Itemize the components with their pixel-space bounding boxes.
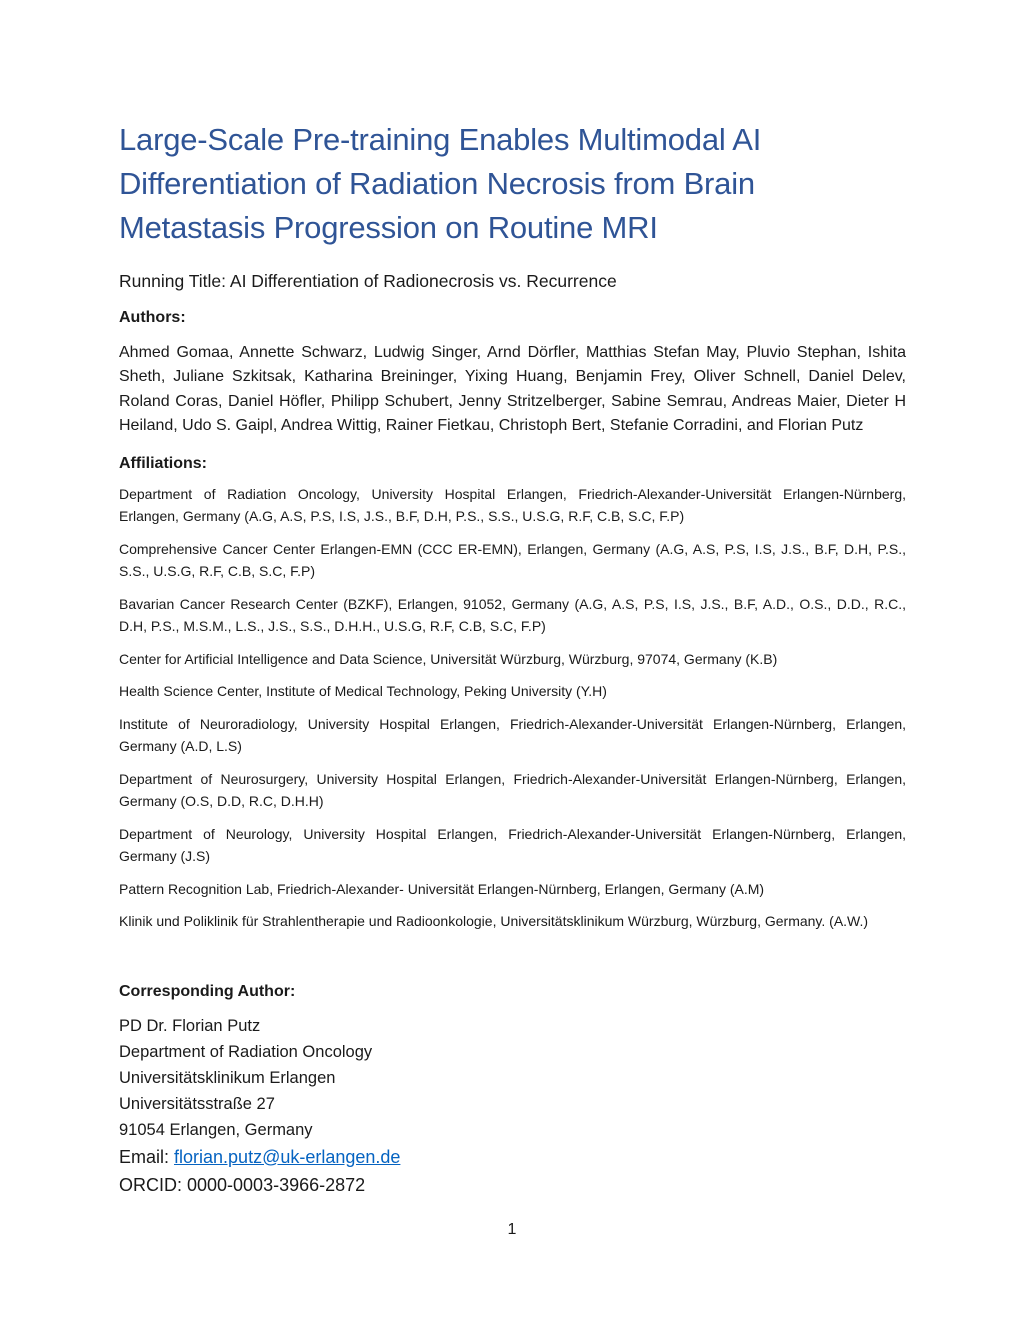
affiliation-item: Pattern Recognition Lab, Friedrich-Alexander- Universität Erlangen-Nürnberg, Erlangen, Germany (A.M) — [119, 880, 765, 897]
affiliation-item: Bavarian Cancer Research Center (BZKF), Erlangen, 91052, Germany (A.G, A.S, P.S, I.S, J.S., B.F, A.D., O.S., D.D., R.C., D.H, P.S., M.S.M., L.S., J.S., S.S., D.H.H., U.S.G, R.F, C.B, S.C, F.P) — [119, 595, 906, 635]
running-title: Running Title: AI Differentiation of Radionecrosis vs. Recurrence — [119, 271, 617, 291]
authors-heading: Authors: — [119, 309, 186, 326]
title-line-2: Differentiation of Radiation Necrosis from Brain — [119, 166, 755, 201]
author-institution: Universitätsklinikum Erlangen — [119, 1068, 336, 1087]
title-line-1: Large-Scale Pre-training Enables Multimodal AI — [119, 122, 762, 157]
affiliation-item: Klinik und Poliklinik für Strahlentherapie und Radioonkologie, Universitätsklinikum Würzburg, Würzburg, Germany. (A.W.) — [119, 913, 869, 930]
affiliations-list — [119, 483, 906, 933]
affiliation-item: Comprehensive Cancer Center Erlangen-EMN (CCC ER-EMN), Erlangen, Germany (A.G, A.S, P.S, I.S, J.S., B.F, D.H, P.S., S.S., U.S.G, R.F, C.B, S.C, F.P) — [119, 540, 906, 580]
paper-title — [119, 118, 906, 250]
affiliation-item: Department of Radiation Oncology, University Hospital Erlangen, Friedrich-Alexander-Universität Erlangen-Nürnberg, Erlangen, Germany (A.G, A.S, P.S, I.S, J.S., B.F, D.H, P.S., S.S., U.S.G, R.F, C.B, S.C, F.P) — [119, 485, 906, 525]
affiliation-item: Institute of Neuroradiology, University Hospital Erlangen, Friedrich-Alexander-Universität Erlangen-Nürnberg, Erlangen, Germany (A.D, L.S) — [119, 715, 906, 755]
affiliation-item: Department of Neurosurgery, University Hospital Erlangen, Friedrich-Alexander-Universität Erlangen-Nürnberg, Erlangen, Germany (O.S, D.D, R.C, D.H.H) — [119, 770, 906, 810]
affiliation-item: Health Science Center, Institute of Medical Technology, Peking University (Y.H) — [119, 683, 607, 700]
email-label: Email: — [119, 1146, 175, 1167]
author-street: Universitätsstraße 27 — [119, 1094, 275, 1113]
affiliations-heading: Affiliations: — [119, 454, 207, 472]
email-line — [119, 1143, 906, 1171]
author-city: 91054 Erlangen, Germany — [119, 1120, 313, 1139]
authors-list: Ahmed Gomaa, Annette Schwarz, Ludwig Singer, Arnd Dörfler, Matthias Stefan May, Pluvio Stephan, Ishita Sheth, Juliane Szkitsak, Katharina Breininger, Yixing Huang, Benjamin Frey, Oliver Schnell, Daniel Delev, Roland Coras, Daniel Höfler, Philipp Schubert, Jenny Stritzelberger, Sabine Semrau, Andreas Maier, Dieter H Heiland, Udo S. Gaipl, Andrea Wittig, Rainer Fietkau, Christoph Bert, Stefanie Corradini, and Florian Putz — [119, 344, 906, 435]
paper-first-page — [119, 118, 906, 1199]
corresponding-author-block — [119, 1013, 906, 1199]
author-department: Department of Radiation Oncology — [119, 1042, 373, 1061]
page-number: 1 — [507, 1221, 517, 1238]
orcid: ORCID: 0000-0003-3966-2872 — [119, 1174, 366, 1195]
affiliation-item: Center for Artificial Intelligence and Data Science, Universität Würzburg, Würzburg, 97074, Germany (K.B) — [119, 650, 778, 667]
title-line-3: Metastasis Progression on Routine MRI — [119, 210, 658, 245]
author-name: PD Dr. Florian Putz — [119, 1016, 261, 1035]
corresponding-author-heading: Corresponding Author: — [119, 982, 296, 1000]
affiliation-item: Department of Neurology, University Hospital Erlangen, Friedrich-Alexander-Universität Erlangen-Nürnberg, Erlangen, Germany (J.S) — [119, 825, 906, 865]
email-link[interactable]: florian.putz@uk-erlangen.de — [174, 1146, 401, 1167]
